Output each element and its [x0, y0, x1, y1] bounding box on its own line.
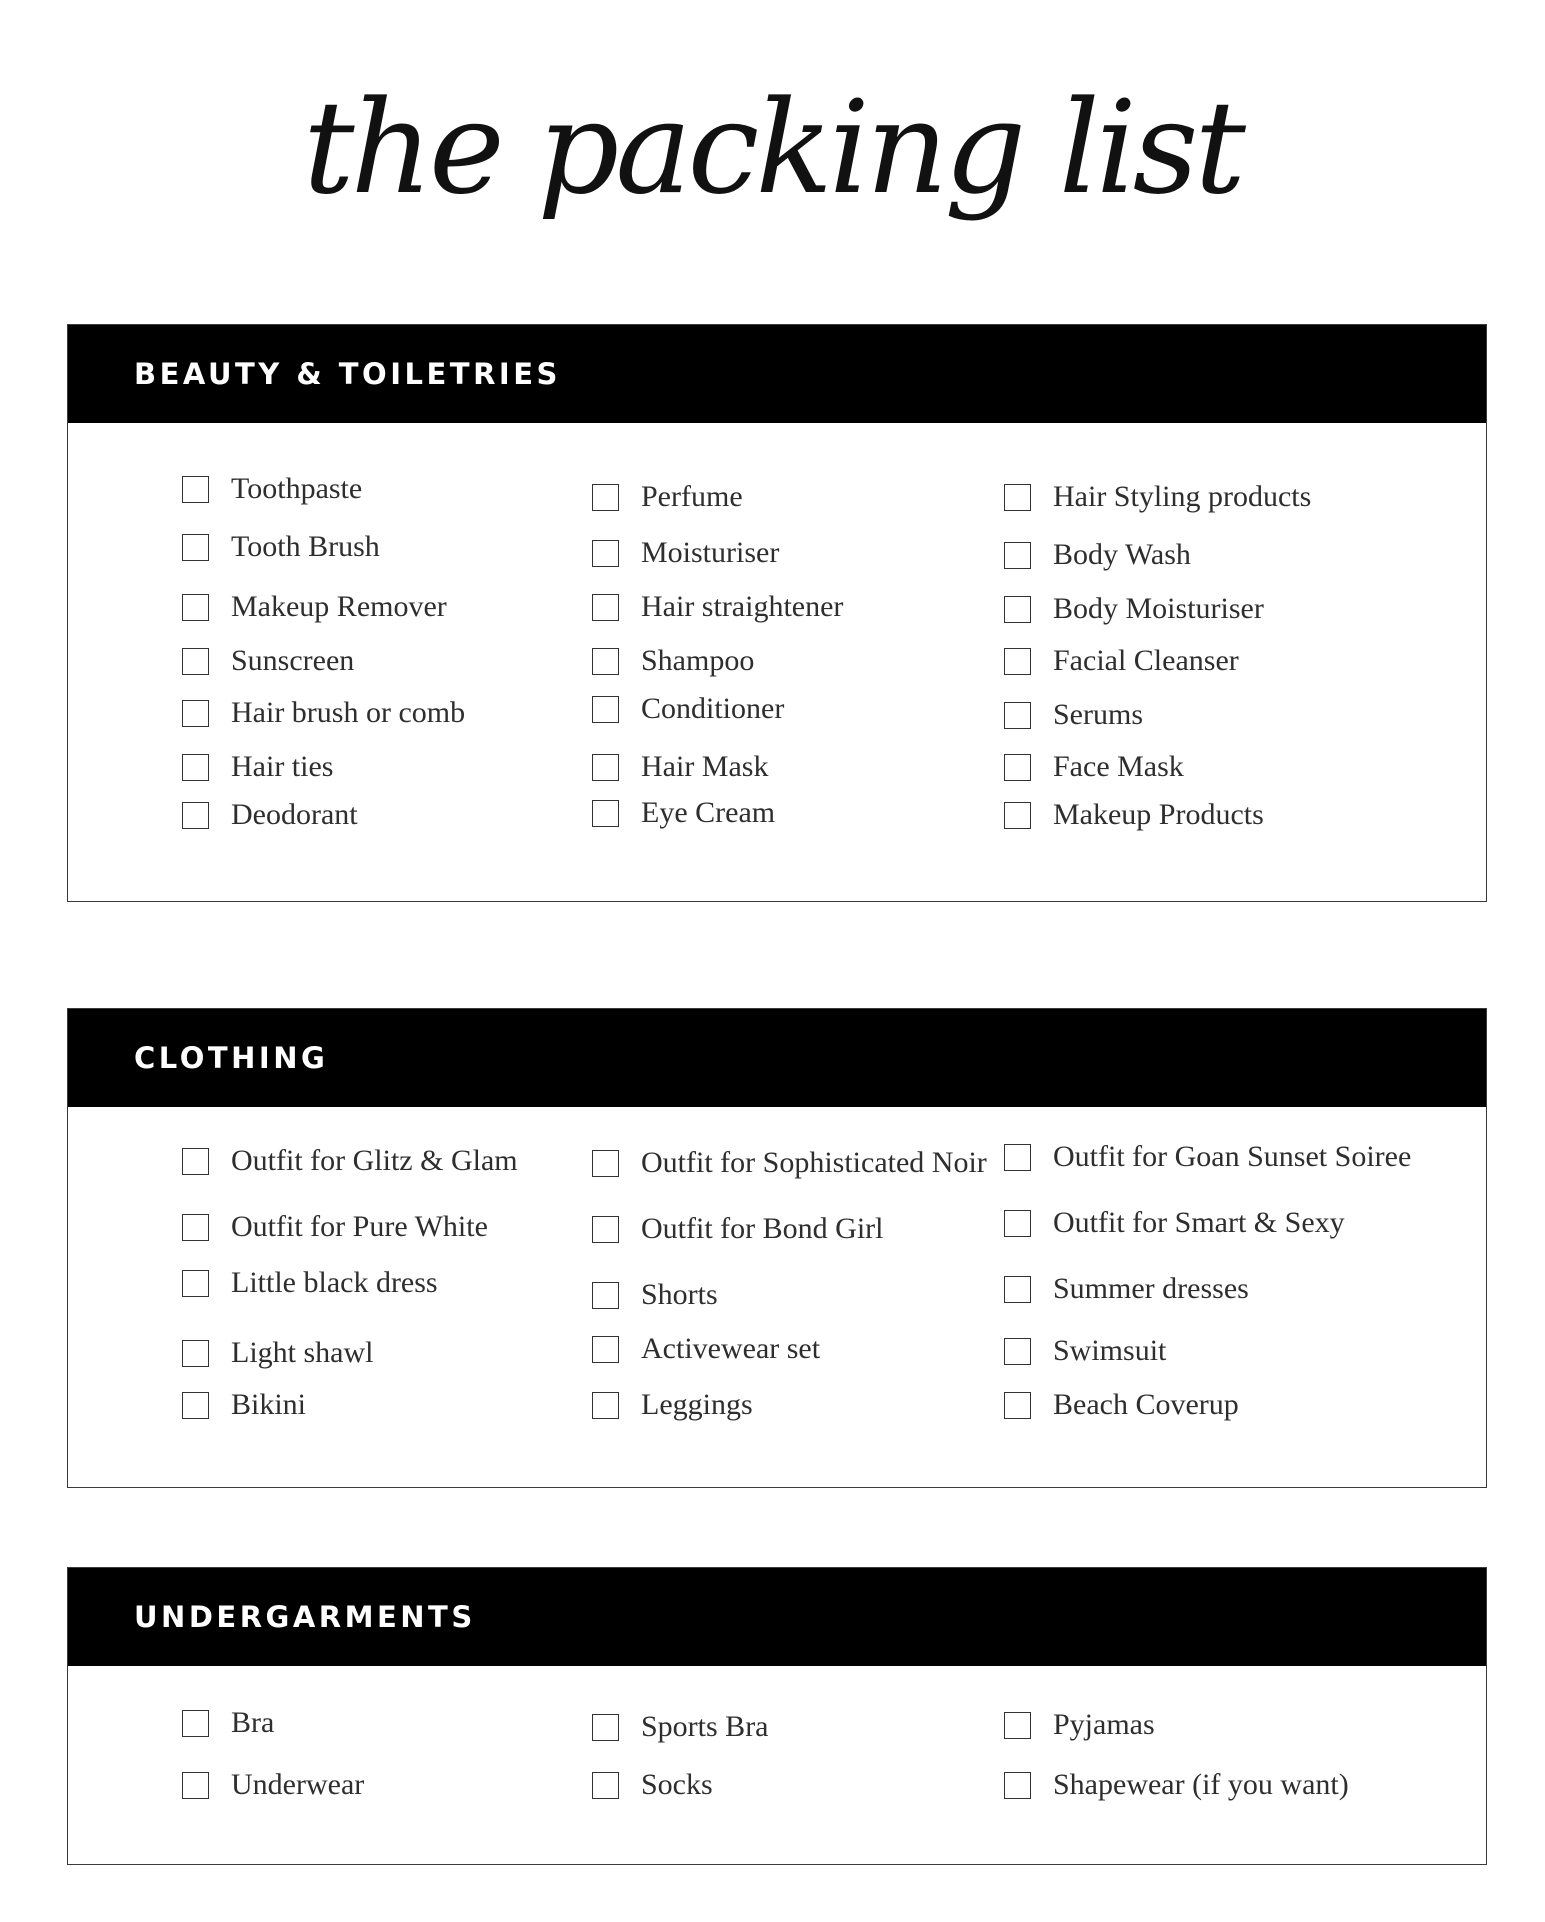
checklist-item[interactable] [182, 644, 354, 678]
checklist-item[interactable] [1004, 1388, 1239, 1422]
checkbox[interactable] [592, 648, 619, 675]
checklist-item[interactable] [182, 1768, 364, 1802]
item-label: Moisturiser [641, 536, 780, 569]
checkbox[interactable] [182, 802, 209, 829]
section-title: CLOTHING [134, 1041, 329, 1075]
checkbox[interactable] [182, 1340, 209, 1367]
checklist-item[interactable] [182, 1706, 274, 1740]
checkbox[interactable] [592, 540, 619, 567]
checklist-item[interactable] [592, 1332, 820, 1366]
item-label: Deodorant [231, 798, 358, 831]
checklist-item[interactable] [592, 644, 754, 678]
item-label: Perfume [641, 480, 743, 513]
checkbox[interactable] [592, 594, 619, 621]
section-header [68, 1009, 1486, 1107]
checklist-item[interactable] [592, 692, 784, 726]
item-label: Socks [641, 1768, 713, 1801]
item-label: Sports Bra [641, 1710, 769, 1743]
checklist-item[interactable] [182, 530, 380, 564]
section-title: BEAUTY & TOILETRIES [134, 357, 561, 391]
item-label: Pyjamas [1053, 1708, 1155, 1741]
checkbox[interactable] [182, 700, 209, 727]
checklist-item[interactable] [1004, 1334, 1166, 1368]
checkbox[interactable] [182, 648, 209, 675]
checkbox[interactable] [592, 1216, 619, 1243]
checkbox[interactable] [1004, 1772, 1031, 1799]
checklist-item[interactable] [592, 480, 743, 514]
item-label: Toothpaste [231, 472, 363, 505]
item-label: Swimsuit [1053, 1334, 1167, 1367]
checkbox[interactable] [182, 1710, 209, 1737]
checkbox[interactable] [1004, 702, 1031, 729]
checklist-item[interactable] [1004, 1140, 1411, 1174]
checkbox[interactable] [1004, 1210, 1031, 1237]
item-label: Makeup Remover [231, 590, 447, 623]
checklist-item[interactable] [592, 1710, 769, 1744]
checkbox[interactable] [592, 1150, 619, 1177]
item-label: Tooth Brush [231, 530, 380, 563]
checklist-item[interactable] [1004, 1206, 1345, 1240]
checkbox[interactable] [182, 1214, 209, 1241]
checkbox[interactable] [1004, 542, 1031, 569]
checkbox[interactable] [1004, 1712, 1031, 1739]
item-label: Bra [231, 1706, 275, 1739]
checklist-item[interactable] [592, 536, 779, 570]
checkbox[interactable] [592, 754, 619, 781]
checklist-item[interactable] [1004, 1708, 1155, 1742]
item-label: Hair brush or comb [231, 696, 466, 729]
item-label: Hair straightener [641, 590, 844, 623]
checkbox[interactable] [1004, 484, 1031, 511]
checklist-item[interactable] [182, 1144, 518, 1178]
checkbox[interactable] [1004, 648, 1031, 675]
checkbox[interactable] [1004, 802, 1031, 829]
checklist-item[interactable] [592, 1146, 987, 1180]
checklist-item[interactable] [1004, 644, 1239, 678]
item-label: Face Mask [1053, 750, 1184, 783]
item-label: Little black dress [231, 1266, 438, 1299]
item-label: Shorts [641, 1278, 718, 1311]
item-label: Serums [1053, 698, 1143, 731]
checkbox[interactable] [592, 1714, 619, 1741]
checklist-item[interactable] [1004, 480, 1311, 514]
checklist-item[interactable] [182, 750, 333, 784]
checklist-item[interactable] [182, 1210, 488, 1244]
checklist-item[interactable] [1004, 698, 1143, 732]
checkbox[interactable] [592, 696, 619, 723]
item-label: Shapewear (if you want) [1053, 1768, 1349, 1801]
checkbox[interactable] [592, 1336, 619, 1363]
item-label: Outfit for Glitz & Glam [231, 1144, 518, 1177]
item-label: Facial Cleanser [1053, 644, 1239, 677]
checklist-item[interactable] [182, 1336, 374, 1370]
checklist-item[interactable] [182, 1388, 306, 1422]
section-header [68, 325, 1486, 423]
section-header [68, 1568, 1486, 1666]
checkbox[interactable] [1004, 1144, 1031, 1171]
item-label: Hair Mask [641, 750, 769, 783]
checkbox[interactable] [182, 1148, 209, 1175]
item-label: Summer dresses [1053, 1272, 1249, 1305]
checklist-item[interactable] [182, 798, 358, 832]
checkbox[interactable] [592, 800, 619, 827]
item-label: Beach Coverup [1053, 1388, 1239, 1421]
checklist-item[interactable] [1004, 798, 1264, 832]
checkbox[interactable] [1004, 754, 1031, 781]
item-label: Outfit for Bond Girl [641, 1212, 884, 1245]
item-label: Light shawl [231, 1336, 374, 1369]
checklist-item[interactable] [1004, 1272, 1249, 1306]
checkbox[interactable] [1004, 596, 1031, 623]
checklist-item[interactable] [592, 1278, 718, 1312]
checklist-item[interactable] [1004, 750, 1184, 784]
item-label: Shampoo [641, 644, 755, 677]
checkbox[interactable] [1004, 1338, 1031, 1365]
checkbox[interactable] [592, 484, 619, 511]
item-label: Body Moisturiser [1053, 592, 1264, 625]
checklist-item[interactable] [182, 472, 362, 506]
checkbox[interactable] [592, 1772, 619, 1799]
checkbox[interactable] [182, 1392, 209, 1419]
page-title: the packing list [303, 74, 1242, 223]
checkbox[interactable] [182, 476, 209, 503]
item-label: Bikini [231, 1388, 307, 1421]
checklist-item[interactable] [1004, 592, 1264, 626]
checklist-item[interactable] [592, 1212, 883, 1246]
checklist-item[interactable] [1004, 538, 1191, 572]
section-title: UNDERGARMENTS [134, 1600, 476, 1634]
item-label: Outfit for Sophisticated Noir [641, 1146, 987, 1179]
checkbox[interactable] [182, 754, 209, 781]
item-label: Eye Cream [641, 796, 776, 829]
item-label: Makeup Products [1053, 798, 1264, 831]
section-undergarments [67, 1567, 1487, 1865]
item-label: Outfit for Pure White [231, 1210, 488, 1243]
checklist-item[interactable] [182, 590, 447, 624]
checkbox[interactable] [592, 1282, 619, 1309]
item-label: Conditioner [641, 692, 785, 725]
checkbox[interactable] [592, 1392, 619, 1419]
checklist-item[interactable] [182, 1266, 438, 1300]
checklist-item[interactable] [592, 750, 768, 784]
checkbox[interactable] [182, 534, 209, 561]
checklist-item[interactable] [1004, 1768, 1349, 1802]
checkbox[interactable] [1004, 1392, 1031, 1419]
checklist-item[interactable] [592, 796, 775, 830]
checkbox[interactable] [182, 594, 209, 621]
item-label: Outfit for Goan Sunset Soiree [1053, 1140, 1412, 1173]
item-label: Hair ties [231, 750, 334, 783]
item-label: Body Wash [1053, 538, 1191, 571]
checkbox[interactable] [1004, 1276, 1031, 1303]
item-label: Sunscreen [231, 644, 355, 677]
item-label: Leggings [641, 1388, 753, 1421]
checkbox[interactable] [182, 1270, 209, 1297]
checklist-item[interactable] [592, 1768, 713, 1802]
item-label: Activewear set [641, 1332, 821, 1365]
item-label: Outfit for Smart & Sexy [1053, 1206, 1345, 1239]
checkbox[interactable] [182, 1772, 209, 1799]
item-label: Underwear [231, 1768, 365, 1801]
item-label: Hair Styling products [1053, 480, 1312, 513]
checklist-item[interactable] [592, 590, 843, 624]
checklist-item[interactable] [182, 696, 465, 730]
checklist-item[interactable] [592, 1388, 753, 1422]
